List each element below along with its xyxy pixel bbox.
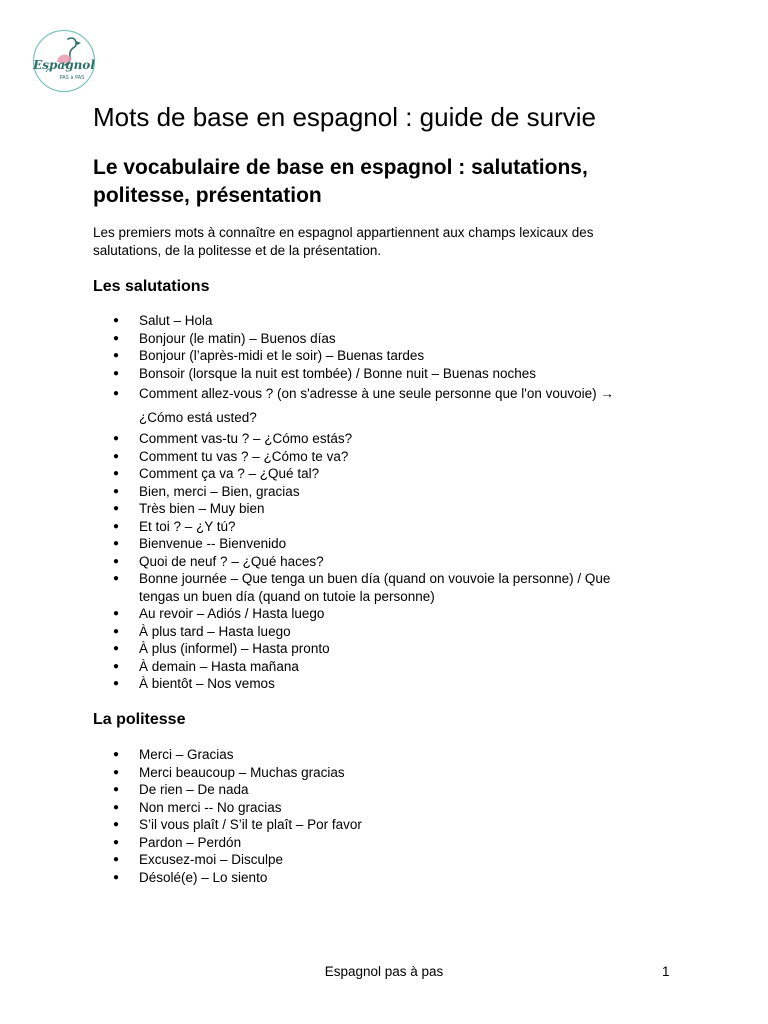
list-item: ● Bonne journée – Que tenga un buen día (quand on vouvoie la personne) / Que tengas un buen día (quand on tutoie la personne) bbox=[93, 570, 653, 605]
list-item: ● Et toi ? – ¿Y tú? bbox=[93, 518, 653, 536]
list-item: ● Excusez-moi – Disculpe bbox=[93, 851, 653, 869]
list-item: ● Comment ça va ? – ¿Qué tal? bbox=[93, 465, 653, 483]
list-item: ● Pardon – Perdón bbox=[93, 834, 653, 852]
list-item: ● Merci beaucoup – Muchas gracias bbox=[93, 764, 653, 782]
list-item: ● Quoi de neuf ? – ¿Qué haces? bbox=[93, 553, 653, 571]
salutations-list bbox=[93, 312, 653, 693]
list-item: ● Comment allez-vous ? (on s'adresse à une seule personne que l'on vouvoie) → ¿Cómo está usted? bbox=[93, 382, 653, 430]
section-title: Le vocabulaire de base en espagnol : salutations, politesse, présentation bbox=[93, 156, 588, 207]
logo-subtext: PAS à PAS bbox=[59, 75, 85, 81]
list-item: ● Très bien – Muy bien bbox=[93, 500, 653, 518]
list-item: ● À plus (informel) – Hasta pronto bbox=[93, 640, 653, 658]
logo-text: Espagnol bbox=[33, 58, 95, 72]
list-item: ● À bientôt – Nos vemos bbox=[93, 675, 653, 693]
list-item: ● Comment vas-tu ? – ¿Cómo estás? bbox=[93, 430, 653, 448]
list-item: ● Désolé(e) – Lo siento bbox=[93, 869, 653, 887]
list-item: ● Bonjour (l’après-midi et le soir) – Buenas tardes bbox=[93, 347, 653, 365]
politesse-list bbox=[93, 746, 653, 886]
salutations-heading: Les salutations bbox=[93, 278, 210, 295]
list-item: ● Au revoir – Adiós / Hasta luego bbox=[93, 605, 653, 623]
footer-text: Espagnol pas à pas bbox=[324, 964, 444, 979]
page-title: Mots de base en espagnol : guide de survie bbox=[93, 102, 597, 132]
list-item: ● À demain – Hasta mañana bbox=[93, 658, 653, 676]
list-item: ● Bonsoir (lorsque la nuit est tombée) / Bonne nuit – Buenas noches bbox=[93, 365, 653, 383]
list-item: ● Bonjour (le matin) – Buenos días bbox=[93, 330, 653, 348]
list-item: ● Salut – Hola bbox=[93, 312, 653, 330]
page-number: 1 bbox=[662, 964, 670, 979]
intro-paragraph: Les premiers mots à connaître en espagnol appartiennent aux champs lexicaux des salutations, de la politesse et de la présentation. bbox=[93, 225, 594, 258]
flamingo-icon bbox=[32, 29, 96, 93]
list-item: ● À plus tard – Hasta luego bbox=[93, 623, 653, 641]
list-item: ● S’il vous plaît / S’il te plaît – Por favor bbox=[93, 816, 653, 834]
list-item: ● Bienvenue -- Bienvenido bbox=[93, 535, 653, 553]
list-item: ● De rien – De nada bbox=[93, 781, 653, 799]
politesse-heading: La politesse bbox=[93, 711, 186, 728]
list-item: ● Comment tu vas ? – ¿Cómo te va? bbox=[93, 448, 653, 466]
list-item: ● Non merci -- No gracias bbox=[93, 799, 653, 817]
list-item: ● Bien, merci – Bien, gracias bbox=[93, 483, 653, 501]
espagnol-logo bbox=[32, 29, 96, 93]
list-item: ● Merci – Gracias bbox=[93, 746, 653, 764]
